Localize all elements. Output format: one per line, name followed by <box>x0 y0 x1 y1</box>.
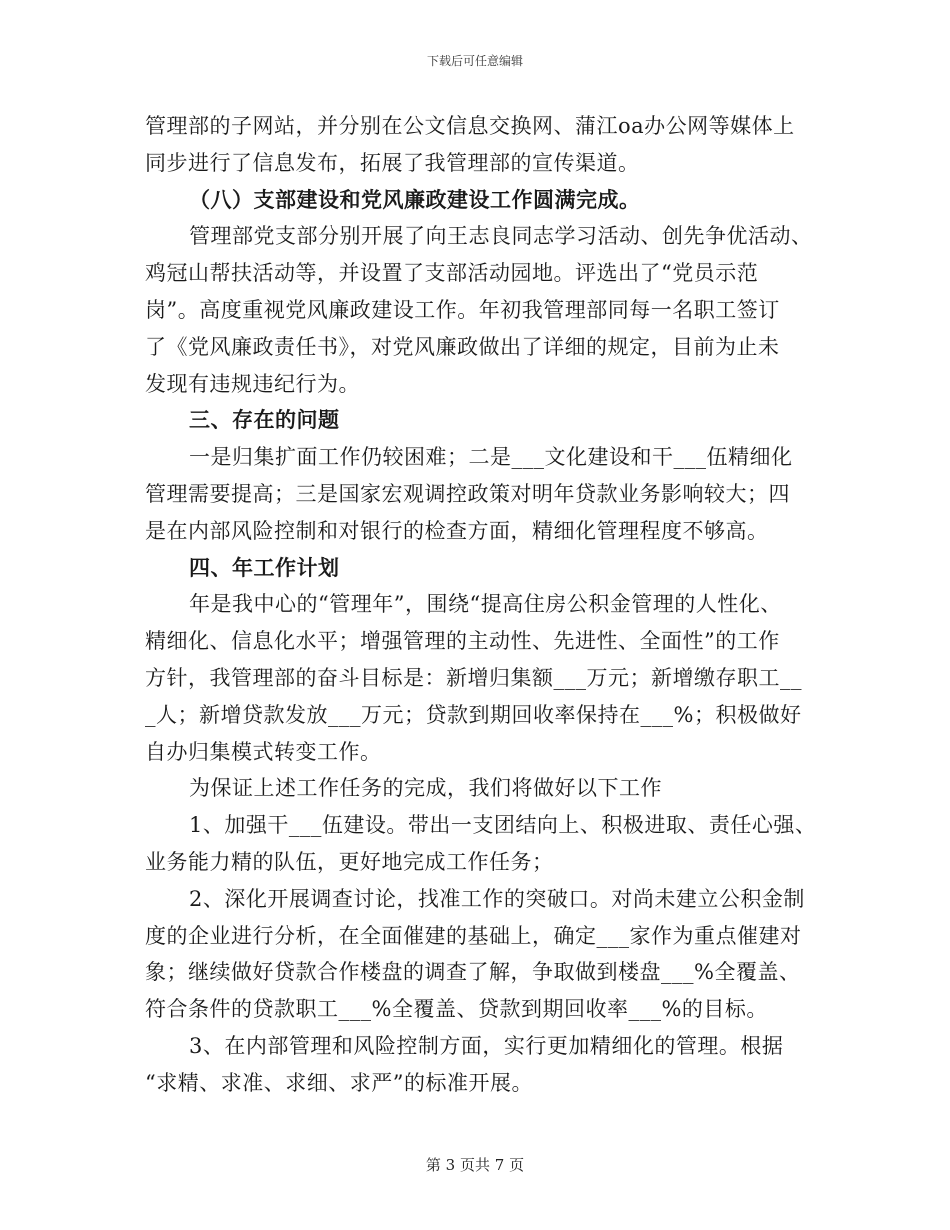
text-line: 象；继续做好贷款合作楼盘的调查了解，争取做到楼盘___%全覆盖、 <box>145 960 801 985</box>
text-line: 发现有违规违纪行为。 <box>145 371 360 396</box>
text-line: 年是我中心的“管理年”，围绕“提高住房公积金管理的人性化、 <box>189 592 782 617</box>
page-header: 下载后可任意编辑 <box>426 54 523 68</box>
text-line: 3、在内部管理和风险控制方面，实行更加精细化的管理。根据 <box>189 1033 784 1058</box>
text-line: 了《党风廉政责任书》，对党风廉政做出了详细的规定，目前为止未 <box>145 334 780 359</box>
text-line: 管理部党支部分别开展了向王志良同志学习活动、创先争优活动、 <box>189 224 813 249</box>
text-line: 鸡冠山帮扶活动等，并设置了支部活动园地。评选出了“党员示范 <box>145 261 759 286</box>
text-line: 自办归集模式转变工作。 <box>145 739 382 764</box>
text-line: 岗”。高度重视党风廉政建设工作。年初我管理部同每一名职工签订 <box>145 297 780 322</box>
text-line: _人；新增贷款发放___万元；贷款到期回收率保持在___%；积极做好 <box>145 702 802 727</box>
text-line: 一是归集扩面工作仍较困难；二是___文化建设和干___伍精细化 <box>189 445 793 470</box>
text-line: 方针，我管理部的奋斗目标是：新增归集额___万元；新增缴存职工__ <box>145 665 802 690</box>
text-line: 为保证上述工作任务的完成，我们将做好以下工作 <box>189 776 662 801</box>
text-line: 度的企业进行分析，在全面催建的基础上，确定___家作为重点催建对 <box>145 923 802 948</box>
text-line: “求精、求准、求细、求严”的标准开展。 <box>145 1070 533 1095</box>
section-heading: （八）支部建设和党风廉政建设工作圆满完成。 <box>189 186 641 212</box>
section-heading: 三、存在的问题 <box>189 407 340 433</box>
text-line: 精细化、信息化水平；增强管理的主动性、先进性、全面性”的工作 <box>145 629 780 654</box>
document-body <box>145 108 817 1102</box>
text-line: 1、加强干___伍建设。带出一支团结向上、积极进取、责任心强、 <box>189 813 817 838</box>
text-line: 符合条件的贷款职工___%全覆盖、贷款到期回收率___%的目标。 <box>145 997 768 1022</box>
text-line: 管理需要提高；三是国家宏观调控政策对明年贷款业务影响较大；四 <box>145 481 790 506</box>
page-footer: 第 3 页共 7 页 <box>425 1156 525 1174</box>
text-line: 业务能力精的队伍，更好地完成工作任务； <box>145 849 554 874</box>
text-line: 同步进行了信息发布，拓展了我管理部的宣传渠道。 <box>145 150 640 175</box>
text-line: 管理部的子网站，并分别在公文信息交换网、蒲江oa办公网等媒体上 <box>145 114 795 138</box>
section-heading: 四、年工作计划 <box>189 554 340 580</box>
text-line: 是在内部风险控制和对银行的检查方面，精细化管理程度不够高。 <box>145 518 769 543</box>
text-line: 2、深化开展调查讨论，找准工作的突破口。对尚未建立公积金制 <box>189 886 805 911</box>
